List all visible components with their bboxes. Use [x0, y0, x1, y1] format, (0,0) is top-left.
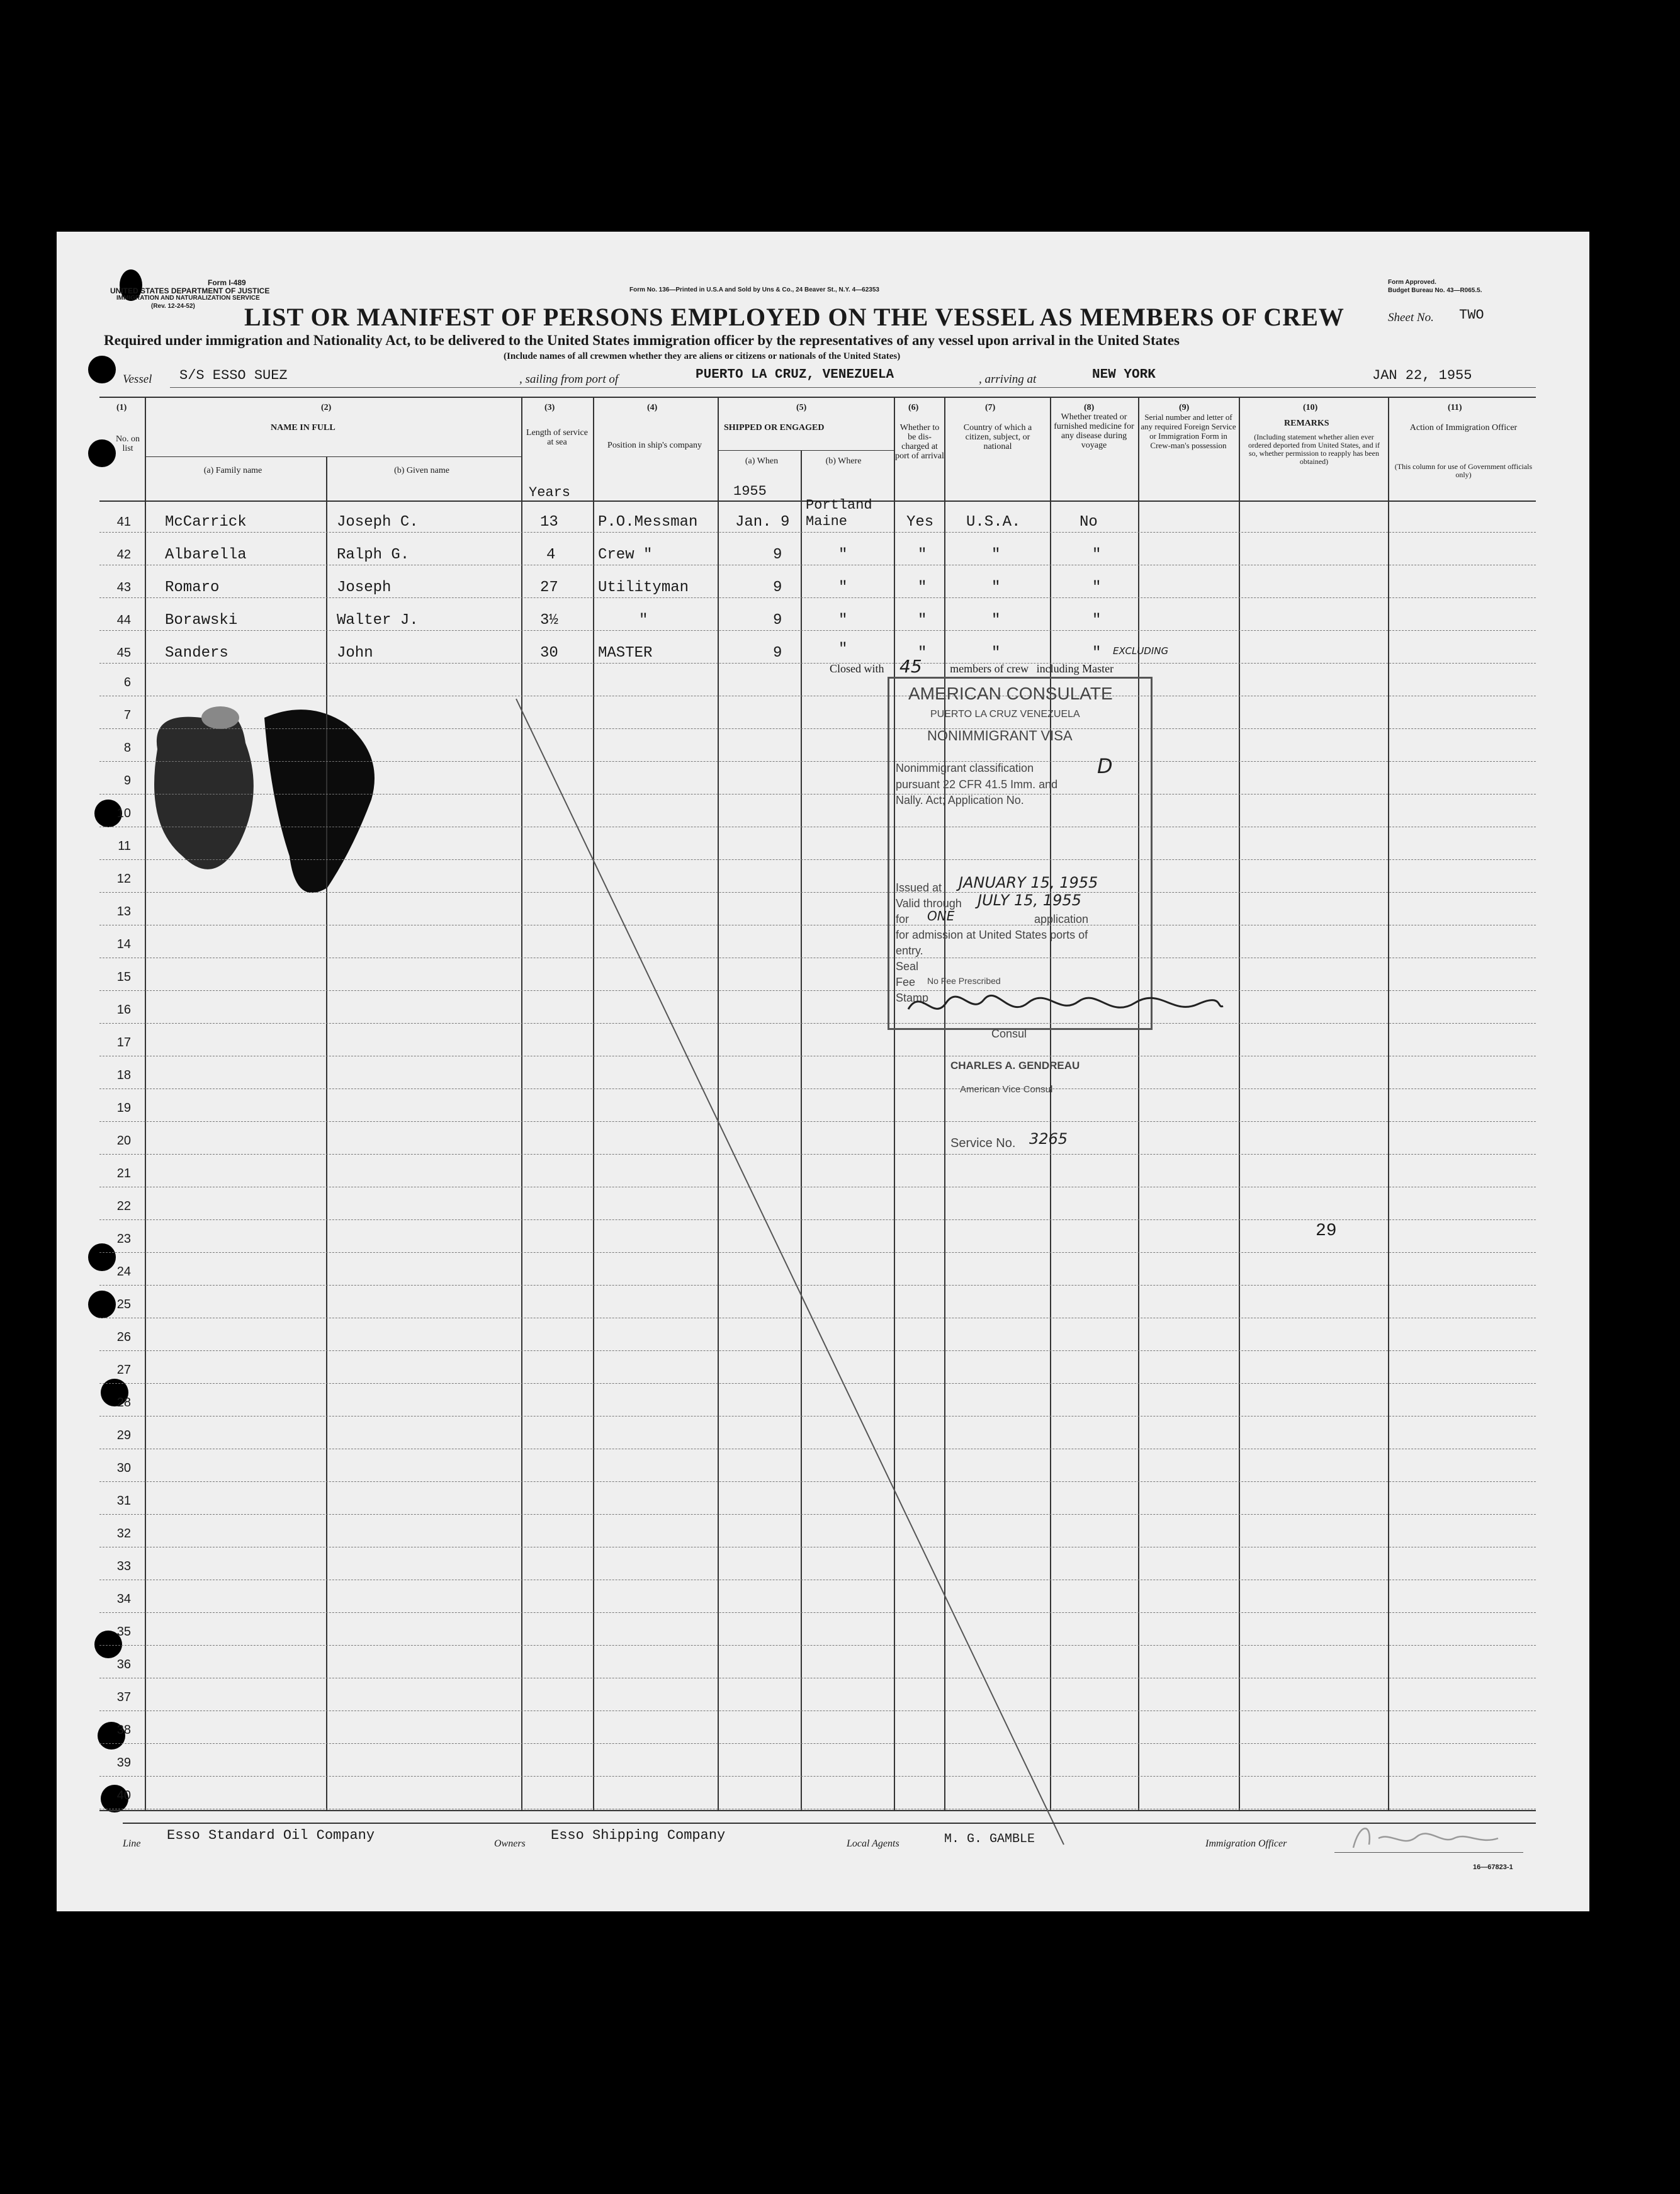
admission-line: for admission at United States ports of	[896, 929, 1088, 941]
position: Crew "	[598, 546, 653, 563]
closed-with-label: Closed with	[830, 662, 884, 675]
row-number: 24	[116, 1265, 131, 1279]
shipped-when: 9	[773, 579, 782, 596]
col2-header: NAME IN FULL	[271, 423, 335, 433]
row-number: 22	[116, 1199, 131, 1213]
country: "	[991, 645, 1001, 662]
family-name: McCarrick	[165, 514, 247, 531]
col4-number: (4)	[647, 403, 658, 412]
arriving-label: , arriving at	[979, 373, 1037, 386]
issued-label: Issued at	[896, 881, 942, 894]
col11-note: (This column for use of Government officials only)	[1394, 462, 1533, 479]
row-number: 15	[116, 970, 131, 984]
table-top-border	[99, 397, 1536, 398]
row-number: 14	[116, 937, 131, 951]
col8-number: (8)	[1084, 403, 1095, 412]
department-line: UNITED STATES DEPARTMENT OF JUSTICE	[110, 286, 270, 295]
row-number: 32	[116, 1527, 131, 1541]
issued-date: JANUARY 15, 1955	[959, 874, 1098, 891]
row-number: 44	[116, 613, 131, 627]
service-years: 30	[540, 645, 558, 662]
application-line: Nally. Act; Application No.	[896, 794, 1024, 806]
owners-value: Esso Shipping Company	[551, 1828, 726, 1843]
pursuant-line: pursuant 22 CFR 41.5 Imm. and	[896, 778, 1058, 791]
service-years: 27	[540, 579, 558, 596]
service-number: 3265	[1029, 1130, 1068, 1148]
for-value: ONE	[927, 908, 955, 924]
col11-header: Action of Immigration Officer	[1409, 423, 1518, 433]
row-number: 6	[123, 676, 131, 689]
col3-number: (3)	[544, 403, 555, 412]
printer-line: Form No. 136—Printed in U.S.A and Sold by Uns & Co., 24 Beaver St., N.Y. 4—62353	[629, 286, 879, 293]
row-number: 8	[123, 741, 131, 755]
row-number: 27	[116, 1363, 131, 1377]
row-number: 10	[116, 806, 131, 820]
discharged: "	[918, 546, 927, 563]
service-label: Service No.	[950, 1136, 1016, 1150]
col6-header: Whether to be dis-charged at port of arrival	[895, 423, 944, 461]
family-name: Albarella	[165, 546, 247, 563]
col-divider	[145, 397, 146, 1810]
row-number: 29	[116, 1428, 131, 1442]
no-fee-note: No Fee Prescribed	[927, 976, 1001, 986]
col4-header: Position in ship's company	[607, 441, 702, 450]
including-label: including Master	[1036, 662, 1114, 675]
stamp-visa-type: NONIMMIGRANT VISA	[927, 728, 1073, 744]
row-number: 38	[116, 1723, 131, 1737]
col2-number: (2)	[321, 403, 332, 412]
row-number: 42	[116, 548, 131, 562]
consul-title: American Vice Consul	[960, 1084, 1053, 1095]
entry-label: entry.	[896, 944, 923, 957]
valid-date: JULY 15, 1955	[978, 891, 1081, 909]
col5b-header: (b) Where	[825, 456, 862, 466]
row-number: 41	[116, 515, 131, 529]
shipped-where: "	[838, 579, 848, 596]
form-approved: Form Approved.	[1388, 279, 1436, 286]
shipped-subheader-line	[718, 450, 894, 451]
col1-number: (1)	[116, 403, 127, 412]
vessel-label: Vessel	[123, 373, 152, 386]
col1-header: No. on list	[115, 434, 140, 453]
shipped-when: 9	[773, 645, 782, 662]
classification-value: D	[1097, 754, 1113, 778]
row-number: 17	[116, 1036, 131, 1049]
sailing-port: PUERTO LA CRUZ, VENEZUELA	[696, 368, 894, 382]
officer-signature	[1347, 1819, 1511, 1857]
col9-header: Serial number and letter of any required Foreign Service or Immigration Form in Crew-man's possession	[1141, 412, 1236, 450]
agents-value: M. G. GAMBLE	[944, 1832, 1035, 1846]
position: Utilityman	[598, 579, 689, 596]
family-name: Borawski	[165, 612, 238, 629]
row-separator	[99, 630, 1536, 631]
row-number: 9	[123, 774, 131, 788]
strike-line	[510, 693, 1076, 1857]
include-note: (Include names of all crewmen whether they are aliens or citizens or nationals of the United States)	[504, 351, 901, 361]
discharged: Yes	[906, 514, 934, 531]
consul-name: CHARLES A. GENDREAU	[950, 1060, 1080, 1072]
row-number: 20	[116, 1134, 131, 1148]
country: U.S.A.	[966, 514, 1021, 531]
col-divider	[1239, 397, 1240, 1810]
row-number: 34	[116, 1592, 131, 1606]
row-number: 26	[116, 1330, 131, 1344]
row-number: 21	[116, 1167, 131, 1180]
discharged: "	[918, 612, 927, 629]
row-separator	[99, 663, 1536, 664]
row-number: 39	[116, 1756, 131, 1770]
consul-label: Consul	[991, 1027, 1027, 1040]
manifest-title: LIST OR MANIFEST OF PERSONS EMPLOYED ON THE VESSEL AS MEMBERS OF CREW	[244, 303, 1345, 331]
col8-header: Whether treated or furnished medicine for any disease during voyage	[1054, 412, 1134, 450]
row-number: 31	[116, 1494, 131, 1508]
row-number: 23	[116, 1232, 131, 1246]
shipped-when: 9	[773, 612, 782, 629]
row-number: 37	[116, 1690, 131, 1704]
form-number-left: Form I-489	[208, 278, 246, 287]
stamp-location: PUERTO LA CRUZ VENEZUELA	[930, 709, 1080, 720]
row-number: 36	[116, 1658, 131, 1671]
shipped-where: "	[838, 641, 848, 658]
row-number: 25	[116, 1298, 131, 1311]
form-code: 16—67823-1	[1473, 1863, 1513, 1871]
footer-line	[123, 1823, 1536, 1824]
for-label: for	[896, 913, 910, 925]
excluding-note: EXCLUDING	[1113, 645, 1169, 657]
officer-underline	[1334, 1852, 1523, 1853]
budget-bureau: Budget Bureau No. 43—R065.5.	[1388, 287, 1482, 294]
col3-header: Length of service at sea	[526, 428, 588, 447]
family-name: Romaro	[165, 579, 220, 596]
row-separator	[99, 597, 1536, 598]
application-label: application	[1034, 913, 1089, 925]
shipped-where: "	[838, 612, 848, 629]
col10-note: (Including statement whether alien ever ordered deported from United States, and if so, whether permission to reapply has been obtained)	[1248, 433, 1380, 466]
voyage-underline	[170, 387, 1536, 388]
line-value: Esso Standard Oil Company	[167, 1828, 375, 1843]
treated: "	[1092, 645, 1102, 662]
col-divider	[326, 456, 327, 1810]
sailing-label: , sailing from port of	[519, 373, 619, 386]
given-name: Walter J.	[337, 612, 419, 629]
col11-number: (11)	[1448, 403, 1462, 412]
service-line: IMMIGRATION AND NATURALIZATION SERVICE	[116, 295, 260, 302]
row-number: 35	[116, 1625, 131, 1639]
row-number: 28	[116, 1396, 131, 1410]
years-label: Years	[529, 485, 571, 500]
shipped-when: 9	[773, 546, 782, 563]
year-1955: 1955	[733, 483, 767, 499]
col7-header: Country of which a citizen, subject, or national	[963, 423, 1032, 451]
line-label: Line	[123, 1838, 141, 1849]
col7-number: (7)	[985, 403, 996, 412]
officer-label: Immigration Officer	[1205, 1838, 1287, 1849]
col-divider	[1388, 397, 1389, 1810]
sheet-number: TWO	[1459, 307, 1484, 323]
revision-line: (Rev. 12-24-52)	[151, 303, 195, 310]
row-number: 43	[116, 580, 131, 594]
country: "	[991, 612, 1001, 629]
row-number: 33	[116, 1559, 131, 1573]
country: "	[991, 546, 1001, 563]
members-label: members of crew	[950, 662, 1029, 675]
col5-header: SHIPPED OR ENGAGED	[724, 423, 825, 433]
crew-count: 45	[899, 656, 922, 677]
requirement-statement: Required under immigration and Nationality Act, to be delivered to the United States immigration officer by the representatives of any vessel upon arrival in the United States	[104, 332, 1180, 348]
position: MASTER	[598, 645, 653, 662]
col5-number: (5)	[796, 403, 807, 412]
fee-label: Fee	[896, 976, 916, 988]
row-separator	[99, 532, 1536, 533]
annotation-29: 29	[1316, 1221, 1337, 1241]
col6-number: (6)	[908, 403, 919, 412]
treated: No	[1080, 514, 1098, 531]
classification-label: Nonimmigrant classification	[896, 762, 1034, 774]
treated: "	[1092, 579, 1102, 596]
row-number: 18	[116, 1068, 131, 1082]
col10-number: (10)	[1303, 403, 1318, 412]
arrival-port: NEW YORK	[1092, 368, 1156, 382]
given-name: Ralph G.	[337, 546, 410, 563]
treated: "	[1092, 546, 1102, 563]
row-number: 30	[116, 1461, 131, 1475]
given-name: Joseph	[337, 579, 392, 596]
row-number: 13	[116, 905, 131, 919]
family-name: Sanders	[165, 645, 228, 662]
service-years: 3½	[540, 612, 558, 629]
col5a-header: (a) When	[745, 456, 779, 466]
position: "	[639, 612, 648, 629]
row-number: 12	[116, 872, 131, 886]
row-number: 16	[116, 1003, 131, 1017]
treated: "	[1092, 612, 1102, 629]
position: P.O.Messman	[598, 514, 698, 531]
ink-blot	[145, 699, 390, 907]
discharged: "	[918, 645, 927, 662]
punch-hole	[88, 356, 116, 383]
given-name: John	[337, 645, 373, 662]
service-years: 13	[540, 514, 558, 531]
seal-label: Seal	[896, 960, 919, 973]
service-years: 4	[546, 546, 556, 563]
name-subheader-line	[145, 456, 521, 457]
row-number: 7	[123, 708, 131, 722]
row-number: 11	[118, 839, 131, 853]
col2b-header: (b) Given name	[394, 466, 449, 475]
arrival-date: JAN 22, 1955	[1372, 368, 1472, 383]
country: "	[991, 579, 1001, 596]
row-number: 45	[116, 646, 131, 660]
closing-note	[830, 656, 1113, 677]
valid-label: Valid through	[896, 897, 962, 910]
sheet-label: Sheet No.	[1388, 311, 1434, 324]
owners-label: Owners	[494, 1838, 526, 1849]
given-name: Joseph C.	[337, 514, 419, 531]
discharged: "	[918, 579, 927, 596]
agents-label: Local Agents	[847, 1838, 899, 1849]
col10-header: REMARKS	[1284, 419, 1329, 428]
shipped-where: Portland Maine	[806, 497, 872, 529]
shipped-where: "	[838, 546, 848, 563]
stamp-title: AMERICAN CONSULATE	[908, 684, 1113, 703]
col2a-header: (a) Family name	[203, 466, 262, 475]
col9-number: (9)	[1179, 403, 1190, 412]
row-number: 19	[116, 1101, 131, 1115]
col-divider	[1138, 397, 1139, 1810]
row-number: 40	[116, 1789, 131, 1802]
stamp-label: Stamp	[896, 992, 929, 1004]
vessel-name: S/S ESSO SUEZ	[179, 368, 288, 383]
shipped-when: Jan. 9	[735, 514, 790, 531]
